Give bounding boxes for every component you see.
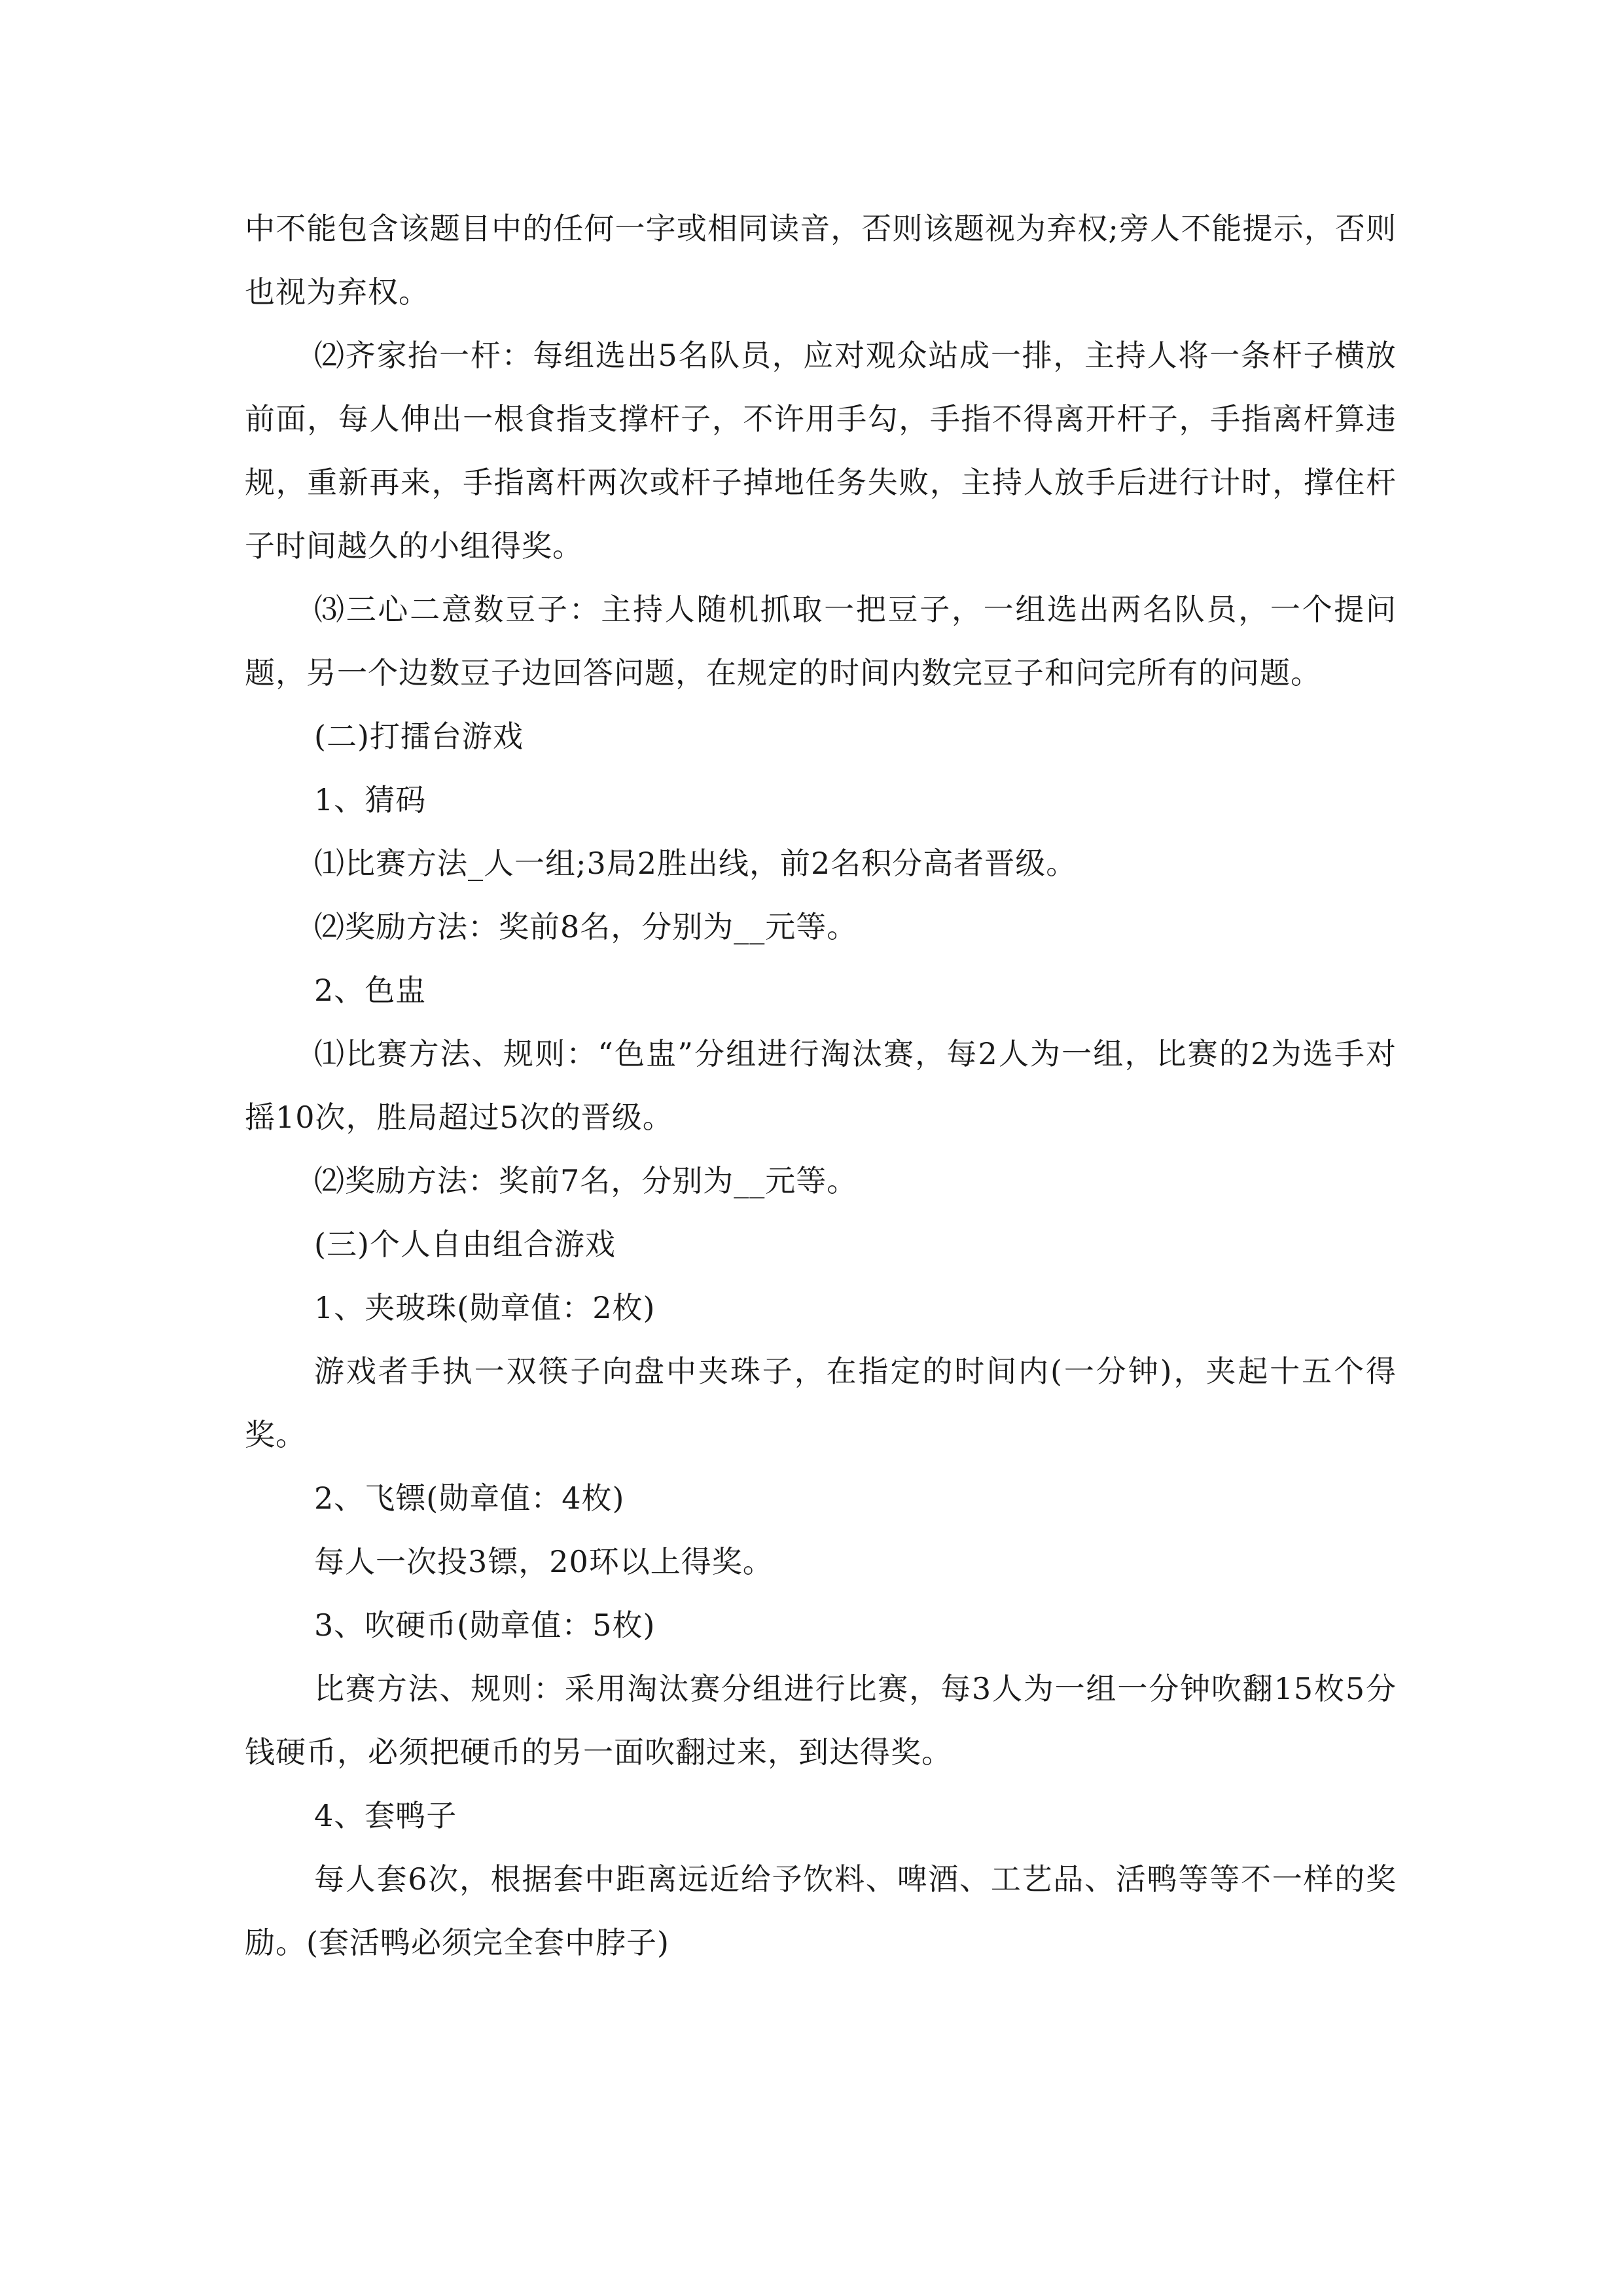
document-body [245, 197, 1397, 1975]
subheading-caima: 1、猜码 [314, 782, 427, 817]
section-heading-leitai: (二)打擂台游戏 [314, 719, 524, 754]
subheading-chuiyingbi: 3、吹硬币(勋章值：5枚) [314, 1607, 656, 1643]
subheading-sezhong: 2、色盅 [314, 973, 427, 1008]
paragraph-jiabozhu-rules: 游戏者手执一双筷子向盘中夹珠子，在指定的时间内(一分钟)，夹起十五个得奖。 [245, 1354, 1397, 1452]
paragraph-qijia-taiyigan: ⑵齐家抬一杆：每组选出5名队员，应对观众站成一排，主持人将一条杆子横放前面，每人伸出一根食指支撑杆子，不许用手勾，手指不得离开杆子，手指离杆算违规，重新再来，手指离杆两次或杆子掉地任务失败，主持人放手后进行计时，撑住杆子时间越久的小组得奖。 [245, 338, 1397, 564]
paragraph-taoyazi-rules: 每人套6次，根据套中距离远近给予饮料、啤酒、工艺品、活鸭等等不一样的奖励。(套活鸭必须完全套中脖子) [245, 1861, 1397, 1960]
paragraph-sezhong-method: ⑴比赛方法、规则：“色盅”分组进行淘汰赛，每2人为一组，比赛的2为选手对摇10次，胜局超过5次的晋级。 [245, 1036, 1397, 1135]
section-heading-free-games: (三)个人自由组合游戏 [314, 1227, 616, 1262]
subheading-feibiao: 2、飞镖(勋章值：4枚) [314, 1480, 625, 1516]
paragraph-caima-method: ⑴比赛方法_人一组;3局2胜出线，前2名积分高者晋级。 [314, 846, 1077, 881]
paragraph-continuation: 中不能包含该题目中的任何一字或相同读音，否则该题视为弃权;旁人不能提示，否则也视为弃权。 [245, 211, 1397, 310]
subheading-taoyazi: 4、套鸭子 [314, 1798, 457, 1833]
paragraph-caima-reward: ⑵奖励方法：奖前8名，分别为__元等。 [314, 909, 858, 944]
subheading-jiabozhu: 1、夹玻珠(勋章值：2枚) [314, 1290, 656, 1325]
paragraph-sanxin-eryi: ⑶三心二意数豆子：主持人随机抓取一把豆子，一组选出两名队员，一个提问题，另一个边数豆子边回答问题，在规定的时间内数完豆子和问完所有的问题。 [245, 592, 1397, 691]
paragraph-chuiyingbi-rules: 比赛方法、规则：采用淘汰赛分组进行比赛，每3人为一组一分钟吹翻15枚5分钱硬币，必须把硬币的另一面吹翻过来，到达得奖。 [245, 1671, 1397, 1770]
paragraph-feibiao-rules: 每人一次投3镖，20环以上得奖。 [314, 1544, 774, 1579]
paragraph-sezhong-reward: ⑵奖励方法：奖前7名，分别为__元等。 [314, 1163, 858, 1198]
